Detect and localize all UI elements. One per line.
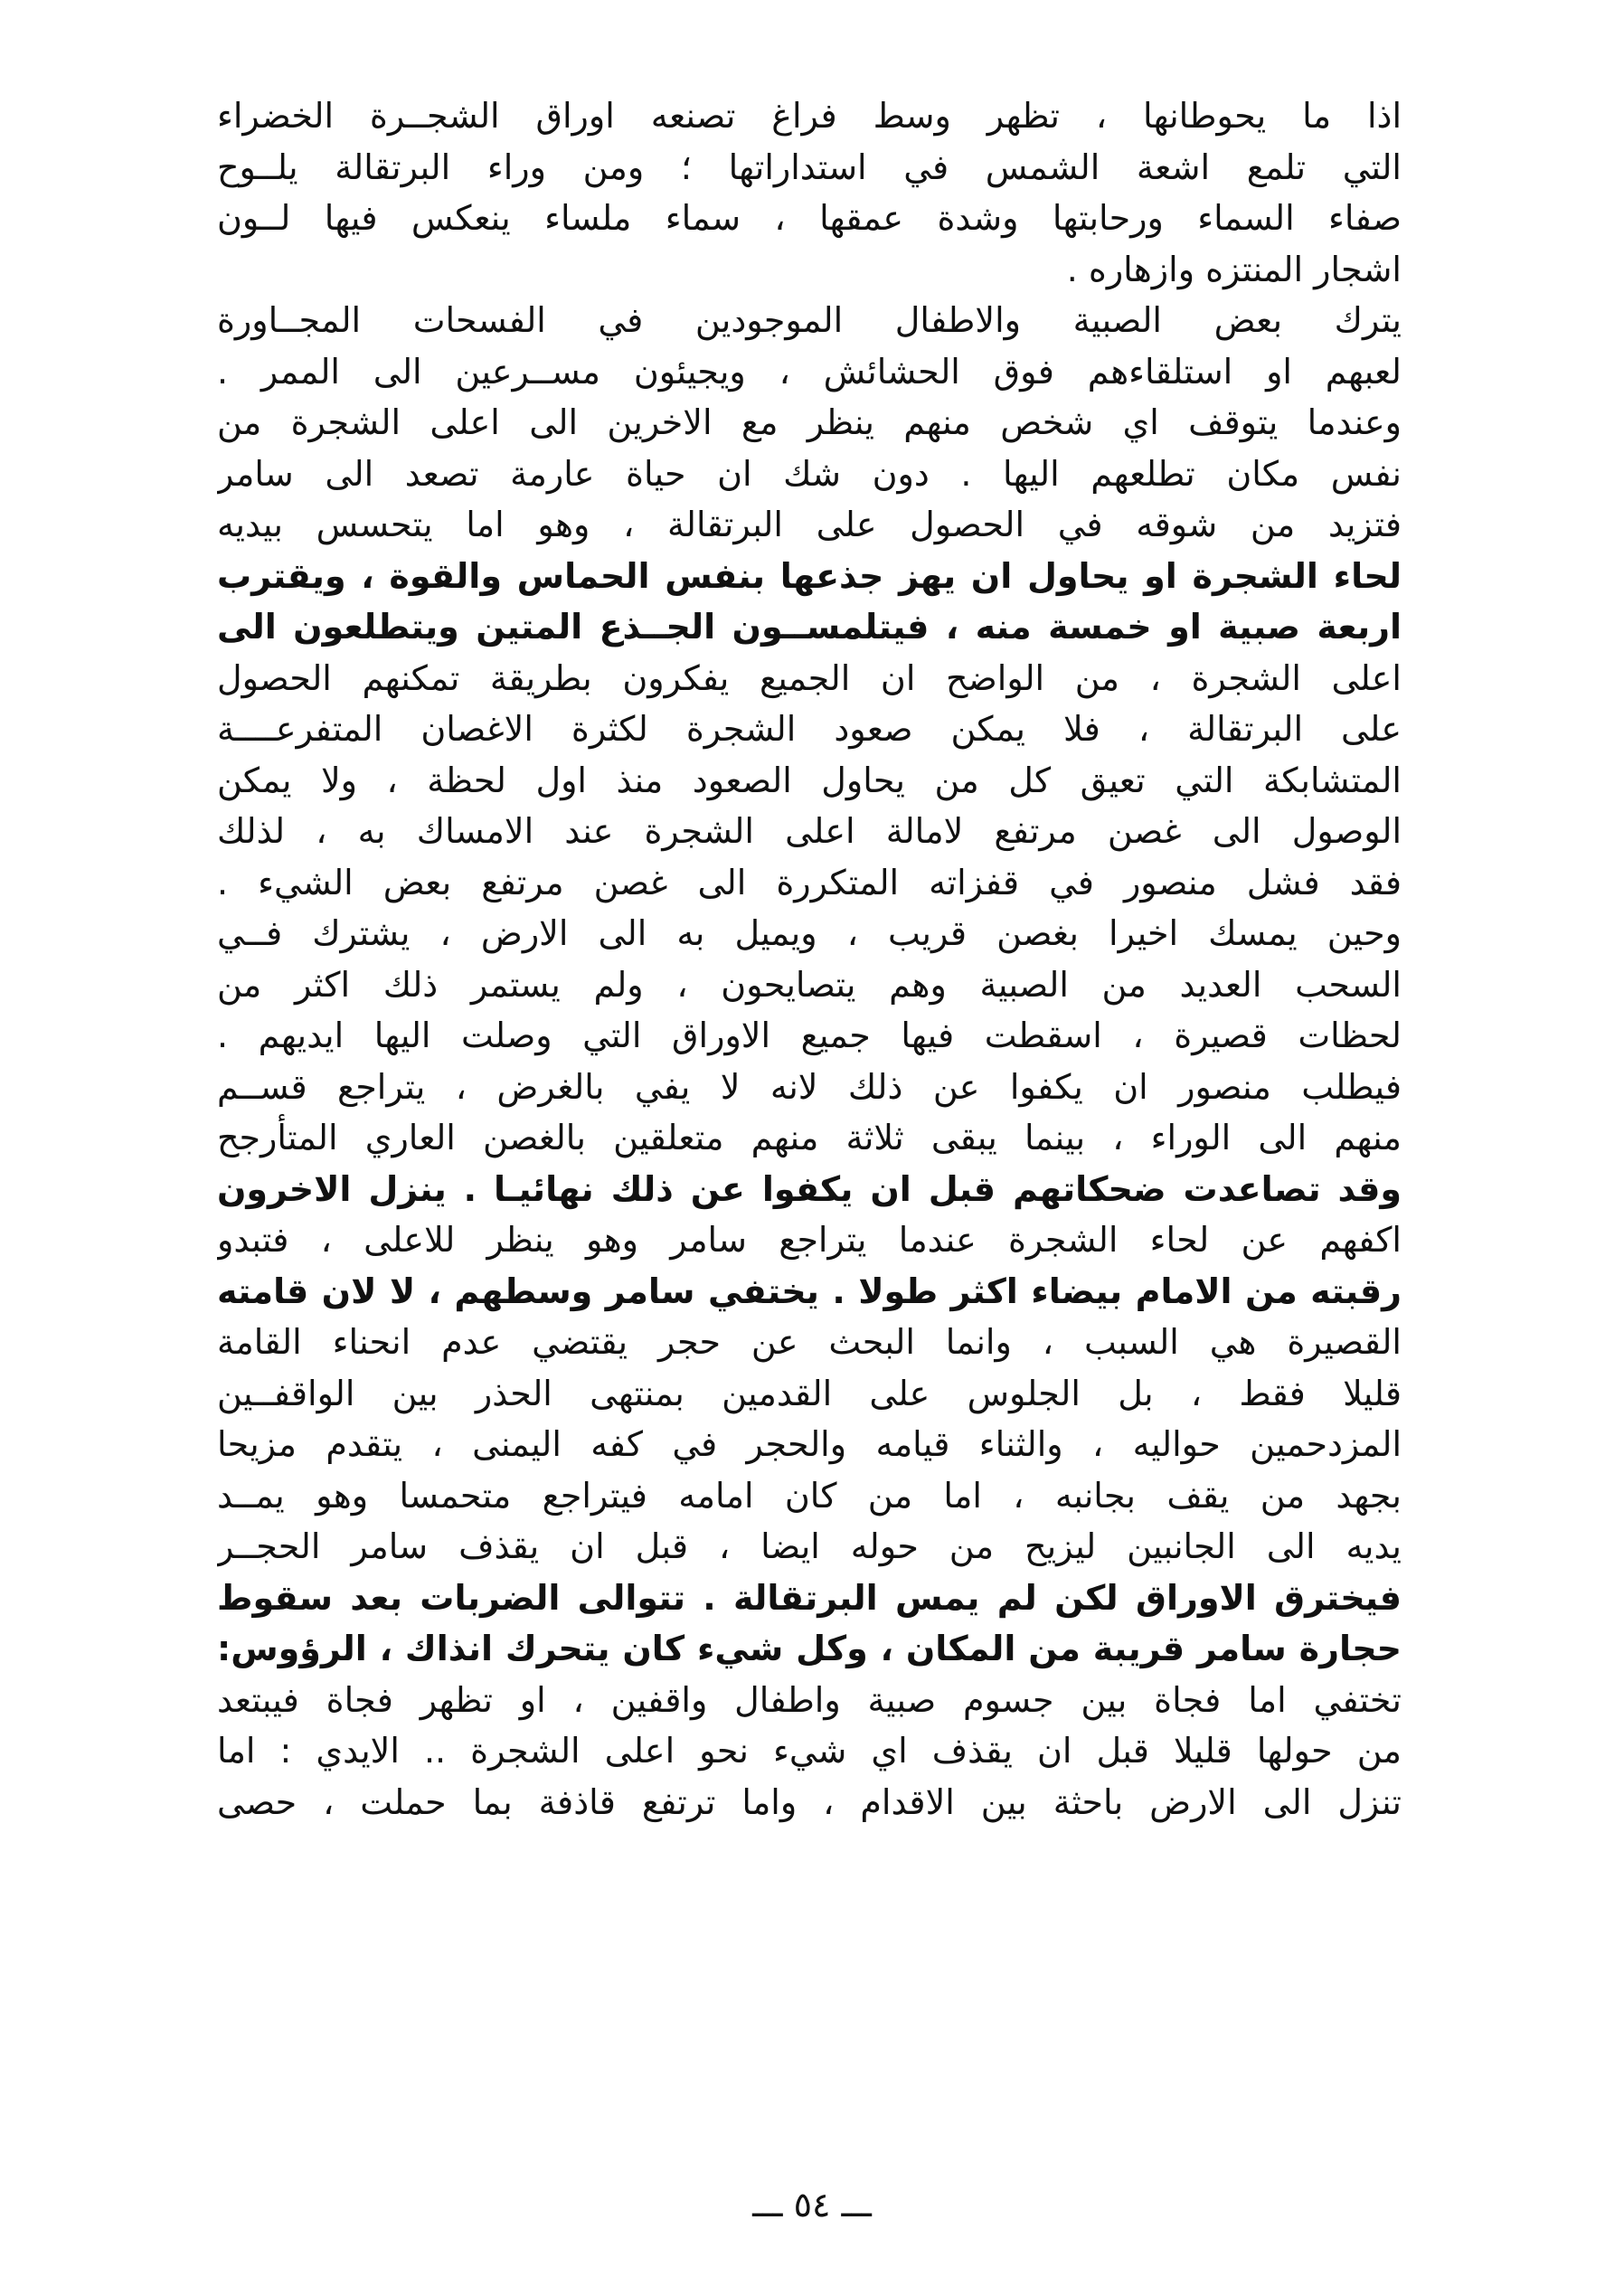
text-line-2: التي تلمع اشعة الشمس في استداراتها ؛ ومن وراء البرتقالة يلــوح	[217, 146, 1402, 187]
text-line-29: يديه الى الجانبين ليزيح من حوله ايضا ، قبل ان يقذف سامر الحجــر	[217, 1526, 1402, 1566]
text-line-31: حجارة سامر قريبة من المكان ، وكل شيء كان يتحرك انذاك ، الرؤوس:	[217, 1629, 1402, 1668]
body-text	[217, 90, 1402, 1828]
text-line-10: لحاء الشجرة او يحاول ان يهز جذعها بنفس الحماس والقوة ، ويقترب	[217, 555, 1402, 596]
text-line-12: اعلى الشجرة ، من الواضح ان الجميع يفكرون بطريقة تمكنهم الحصول	[217, 657, 1402, 698]
text-line-20: فيطلب منصور ان يكفوا عن ذلك لانه لا يفي بالغرض ، يتراجع قســم	[217, 1066, 1402, 1107]
text-line-30: فيخترق الاوراق لكن لم يمس البرتقالة . تتوالى الضربات بعد سقوط	[217, 1577, 1402, 1618]
text-line-8: نفس مكان تطلعهم اليها . دون شك ان حياة عارمة تصعد الى سامر	[217, 453, 1402, 494]
text-line-6: لعبهم او استلقاءهم فوق الحشائش ، ويجيئون مســرعين الى الممر .	[217, 351, 1402, 392]
text-line-34: تنزل الى الارض باحثة بين الاقدام ، واما ترتفع قاذفة بما حملت ، حصى	[217, 1781, 1402, 1822]
text-line-28: بجهد من يقف بجانبه ، اما من كان امامه فيتراجع متحمسا وهو يمــد	[217, 1475, 1402, 1516]
text-line-23: اكفهم عن لحاء الشجرة عندما يتراجع سامر وهو ينظر للاعلى ، فتبدو	[217, 1220, 1402, 1260]
text-line-14: المتشابكة التي تعيق كل من يحاول الصعود منذ اول لحظة ، ولا يمكن	[217, 760, 1402, 800]
text-line-21: منهم الى الوراء ، بينما يبقى ثلاثة منهم متعلقين بالغصن العاري المتأرجح	[217, 1118, 1402, 1157]
text-line-9: فتزيد من شوقه في الحصول على البرتقالة ، وهو اما يتحسس بيديه	[217, 505, 1402, 544]
page-number: ـــ ٥٤ ـــ	[752, 2185, 872, 2225]
text-line-1: اذا ما يحوطانها ، تظهر وسط فراغ تصنعه اوراق الشجــرة الخضراء	[217, 96, 1402, 136]
text-line-13: على البرتقالة ، فلا يمكن صعود الشجرة لكثرة الاغصان المتفرعــــة	[217, 709, 1402, 749]
text-line-27: المزدحمين حواليه ، والثناء قيامه والحجر في كفه اليمنى ، يتقدم مزيحا	[217, 1424, 1402, 1464]
text-line-24: رقبته من الامام بيضاء اكثر طولا . يختفي سامر وسطهم ، لا لان قامته	[217, 1271, 1402, 1311]
text-line-26: قليلا فقط ، بل الجلوس على القدمين بمنتهى الحذر بين الواقفــين	[217, 1373, 1402, 1413]
text-line-22: وقد تصاعدت ضحكاتهم قبل ان يكفوا عن ذلك نهائيـا . ينزل الاخرون	[217, 1168, 1402, 1209]
text-line-32: تختفي اما فجاة بين جسوم صبية واطفال واقفين ، او تظهر فجاة فيبتعد	[217, 1679, 1402, 1720]
text-line-15: الوصول الى غصن مرتفع لامالة اعلى الشجرة عند الامساك به ، لذلك	[217, 811, 1402, 851]
text-line-11: اربعة صبية او خمسة منه ، فيتلمســون الجــذع المتين ويتطلعون الى	[217, 607, 1402, 647]
text-line-3: صفاء السماء ورحابتها وشدة عمقها ، سماء ملساء ينعكس فيها لــون	[217, 198, 1402, 238]
text-line-16: فقد فشل منصور في قفزاته المتكررة الى غصن مرتفع بعض الشيء .	[217, 862, 1402, 902]
text-line-25: القصيرة هي السبب ، وانما البحث عن حجر يقتضي عدم انحناء القامة	[217, 1322, 1402, 1362]
text-line-5: يترك بعض الصبية والاطفال الموجودين في الفسحات المجــاورة	[217, 300, 1402, 340]
text-line-33: من حولها قليلا قبل ان يقذف اي شيء نحو اعلى الشجرة .. الايدي : اما	[217, 1731, 1402, 1771]
text-line-18: السحب العديد من الصبية وهم يتصايحون ، ولم يستمر ذلك اكثر من	[217, 964, 1402, 1005]
text-line-19: لحظات قصيرة ، اسقطت فيها جميع الاوراق التي وصلت اليها ايديهم .	[217, 1015, 1402, 1055]
text-line-4: اشجار المنتزه وازهاره .	[1066, 249, 1402, 289]
text-line-17: وحين يمسك اخيرا بغصن قريب ، ويميل به الى الارض ، يشترك فــي	[217, 913, 1402, 953]
text-line-7: وعندما يتوقف اي شخص منهم ينظر مع الاخرين الى اعلى الشجرة من	[217, 402, 1402, 442]
